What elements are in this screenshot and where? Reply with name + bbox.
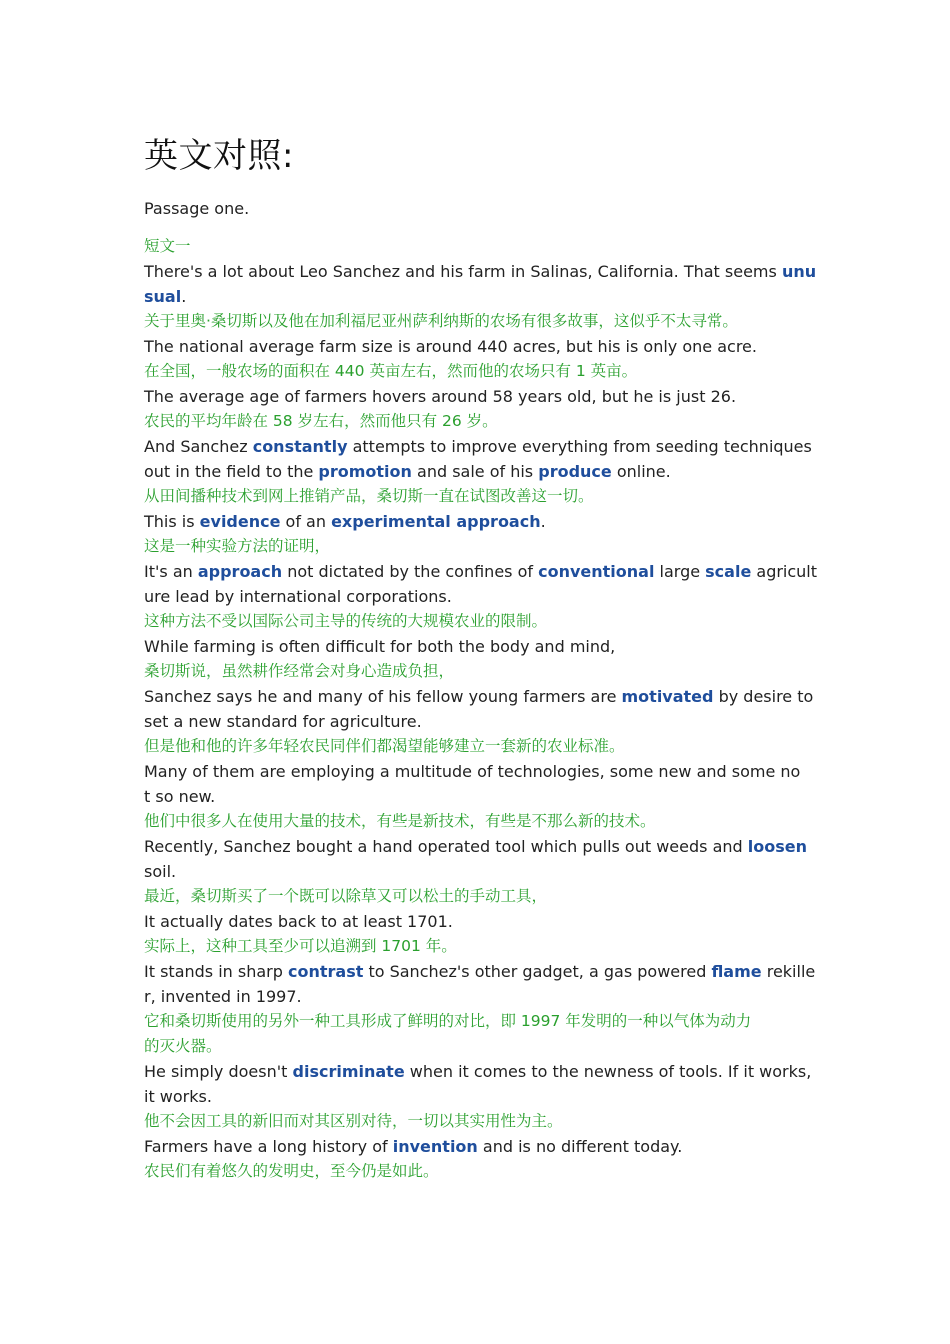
english-line [144,984,809,1009]
text-segment: Farmers have a long history of [144,1137,393,1156]
text-segment: by desire to [713,687,814,706]
text-segment: 在全国，一般农场的面积在 440 英亩左右，然而他的农场只有 1 英亩。 [144,362,638,380]
text-segment: . [540,512,546,531]
chinese-line [144,1109,809,1134]
vocab-keyword: sual [144,287,182,306]
text-segment: He simply doesn't [144,1062,293,1081]
chinese-line [144,1009,809,1034]
chinese-line [144,884,809,909]
text-segment: The national average farm size is around 440 acres, but his is only one acre. [144,337,757,356]
page-title: 英文对照: [144,136,294,176]
english-line [144,459,809,484]
text-segment: Many of them are employing a multitude of technologies, some new and some no [144,762,801,781]
bilingual-text-body [144,234,818,1184]
text-segment: 桑切斯说，虽然耕作经常会对身心造成负担， [144,662,455,680]
text-segment: Recently, Sanchez bought a hand operated tool which pulls out weeds and [144,837,748,856]
chinese-line [144,484,809,509]
chinese-line [144,359,809,384]
text-segment: large [654,562,706,581]
text-segment: 最近，桑切斯买了一个既可以除草又可以松土的手动工具， [144,887,548,905]
english-line [144,559,818,584]
text-segment: While farming is often difficult for both the body and mind, [144,637,616,656]
english-line [144,684,814,709]
english-line [144,384,809,409]
text-segment: 从田间播种技术到网上推销产品，桑切斯一直在试图改善这一切。 [144,487,594,505]
text-segment: to Sanchez's other gadget, a gas powered [363,962,712,981]
chinese-line [144,1159,809,1184]
chinese-line [144,609,809,634]
vocab-keyword: approach [197,562,283,581]
chinese-line [144,934,809,959]
chinese-line [144,659,809,684]
text-segment: The average age of farmers hovers around 58 years old, but he is just 26. [144,387,737,406]
english-line [144,1084,809,1109]
text-segment: 农民们有着悠久的发明史，至今仍是如此。 [144,1162,439,1180]
passage-label: Passage one. [144,199,250,218]
english-line [144,759,809,784]
text-segment: rekille [761,962,816,981]
text-segment: it works. [144,1087,212,1106]
vocab-keyword: contrast [287,962,364,981]
text-segment: r, invented in 1997. [144,987,302,1006]
vocab-keyword: evidence [199,512,281,531]
vocab-keyword: experimental approach [331,512,541,531]
chinese-line [144,809,809,834]
text-segment: out in the field to the [144,462,319,481]
chinese-line [144,534,809,559]
vocab-keyword: loosen [747,837,807,856]
vocab-keyword: invention [392,1137,478,1156]
text-segment: of an [280,512,332,531]
text-segment: It actually dates back to at least 1701. [144,912,453,931]
english-line [144,284,809,309]
english-line [144,834,809,859]
text-segment: 的灭火器。 [144,1037,222,1055]
chinese-line [144,409,809,434]
text-segment: 这种方法不受以国际公司主导的传统的大规模农业的限制。 [144,612,548,630]
english-line [144,859,809,884]
text-segment: This is [144,512,200,531]
text-segment: attempts to improve everything from seeding techniques [347,437,812,456]
vocab-keyword: promotion [318,462,412,481]
text-segment: 农民的平均年龄在 58 岁左右，然而他只有 26 岁。 [144,412,498,430]
text-segment: and is no different today. [477,1137,683,1156]
text-segment: online. [611,462,671,481]
text-segment: 短文一 [144,237,191,255]
text-segment: . [181,287,187,306]
english-line [144,909,809,934]
text-segment: set a new standard for agriculture. [144,712,422,731]
english-line [144,434,812,459]
text-segment: It stands in sharp [144,962,288,981]
english-line [144,509,809,534]
text-segment: 关于里奥·桑切斯以及他在加利福尼亚州萨利纳斯的农场有很多故事，这似乎不太寻常。 [144,312,738,330]
text-segment: 这是一种实验方法的证明， [144,537,331,555]
vocab-keyword: conventional [538,562,655,581]
vocab-keyword: scale [705,562,752,581]
english-line [144,1134,809,1159]
vocab-keyword: motivated [621,687,714,706]
english-line [144,709,809,734]
text-segment: There's a lot about Leo Sanchez and his farm in Salinas, California. That seems [144,262,782,281]
text-segment: 实际上，这种工具至少可以追溯到 1701 年。 [144,937,457,955]
text-segment: and sale of his [411,462,539,481]
english-line [144,634,809,659]
english-line [144,1059,812,1084]
chinese-line [144,309,809,334]
chinese-line [144,234,809,259]
english-line [144,584,809,609]
text-segment: t so new. [144,787,216,806]
vocab-keyword: discriminate [292,1062,405,1081]
text-segment: 他们中很多人在使用大量的技术，有些是新技术，有些是不那么新的技术。 [144,812,656,830]
text-segment: Sanchez says he and many of his fellow young farmers are [144,687,622,706]
text-segment: when it comes to the newness of tools. If it works, [404,1062,812,1081]
vocab-keyword: constantly [252,437,348,456]
english-line [144,259,817,284]
text-segment: It's an [144,562,198,581]
text-segment: not dictated by the confines of [282,562,539,581]
text-segment: agricult [751,562,818,581]
english-line [144,334,809,359]
vocab-keyword: unu [781,262,817,281]
vocab-keyword: flame [711,962,762,981]
text-segment: soil. [144,862,177,881]
english-line [144,784,809,809]
chinese-line [144,734,809,759]
english-line [144,959,816,984]
text-segment: 但是他和他的许多年轻农民同伴们都渴望能够建立一套新的农业标准。 [144,737,625,755]
chinese-line [144,1034,809,1059]
vocab-keyword: produce [538,462,612,481]
text-segment: 他不会因工具的新旧而对其区别对待，一切以其实用性为主。 [144,1112,563,1130]
text-segment: ure lead by international corporations. [144,587,452,606]
text-segment: 它和桑切斯使用的另外一种工具形成了鲜明的对比，即 1997 年发明的一种以气体为动力 [144,1012,752,1030]
text-segment: And Sanchez [144,437,253,456]
